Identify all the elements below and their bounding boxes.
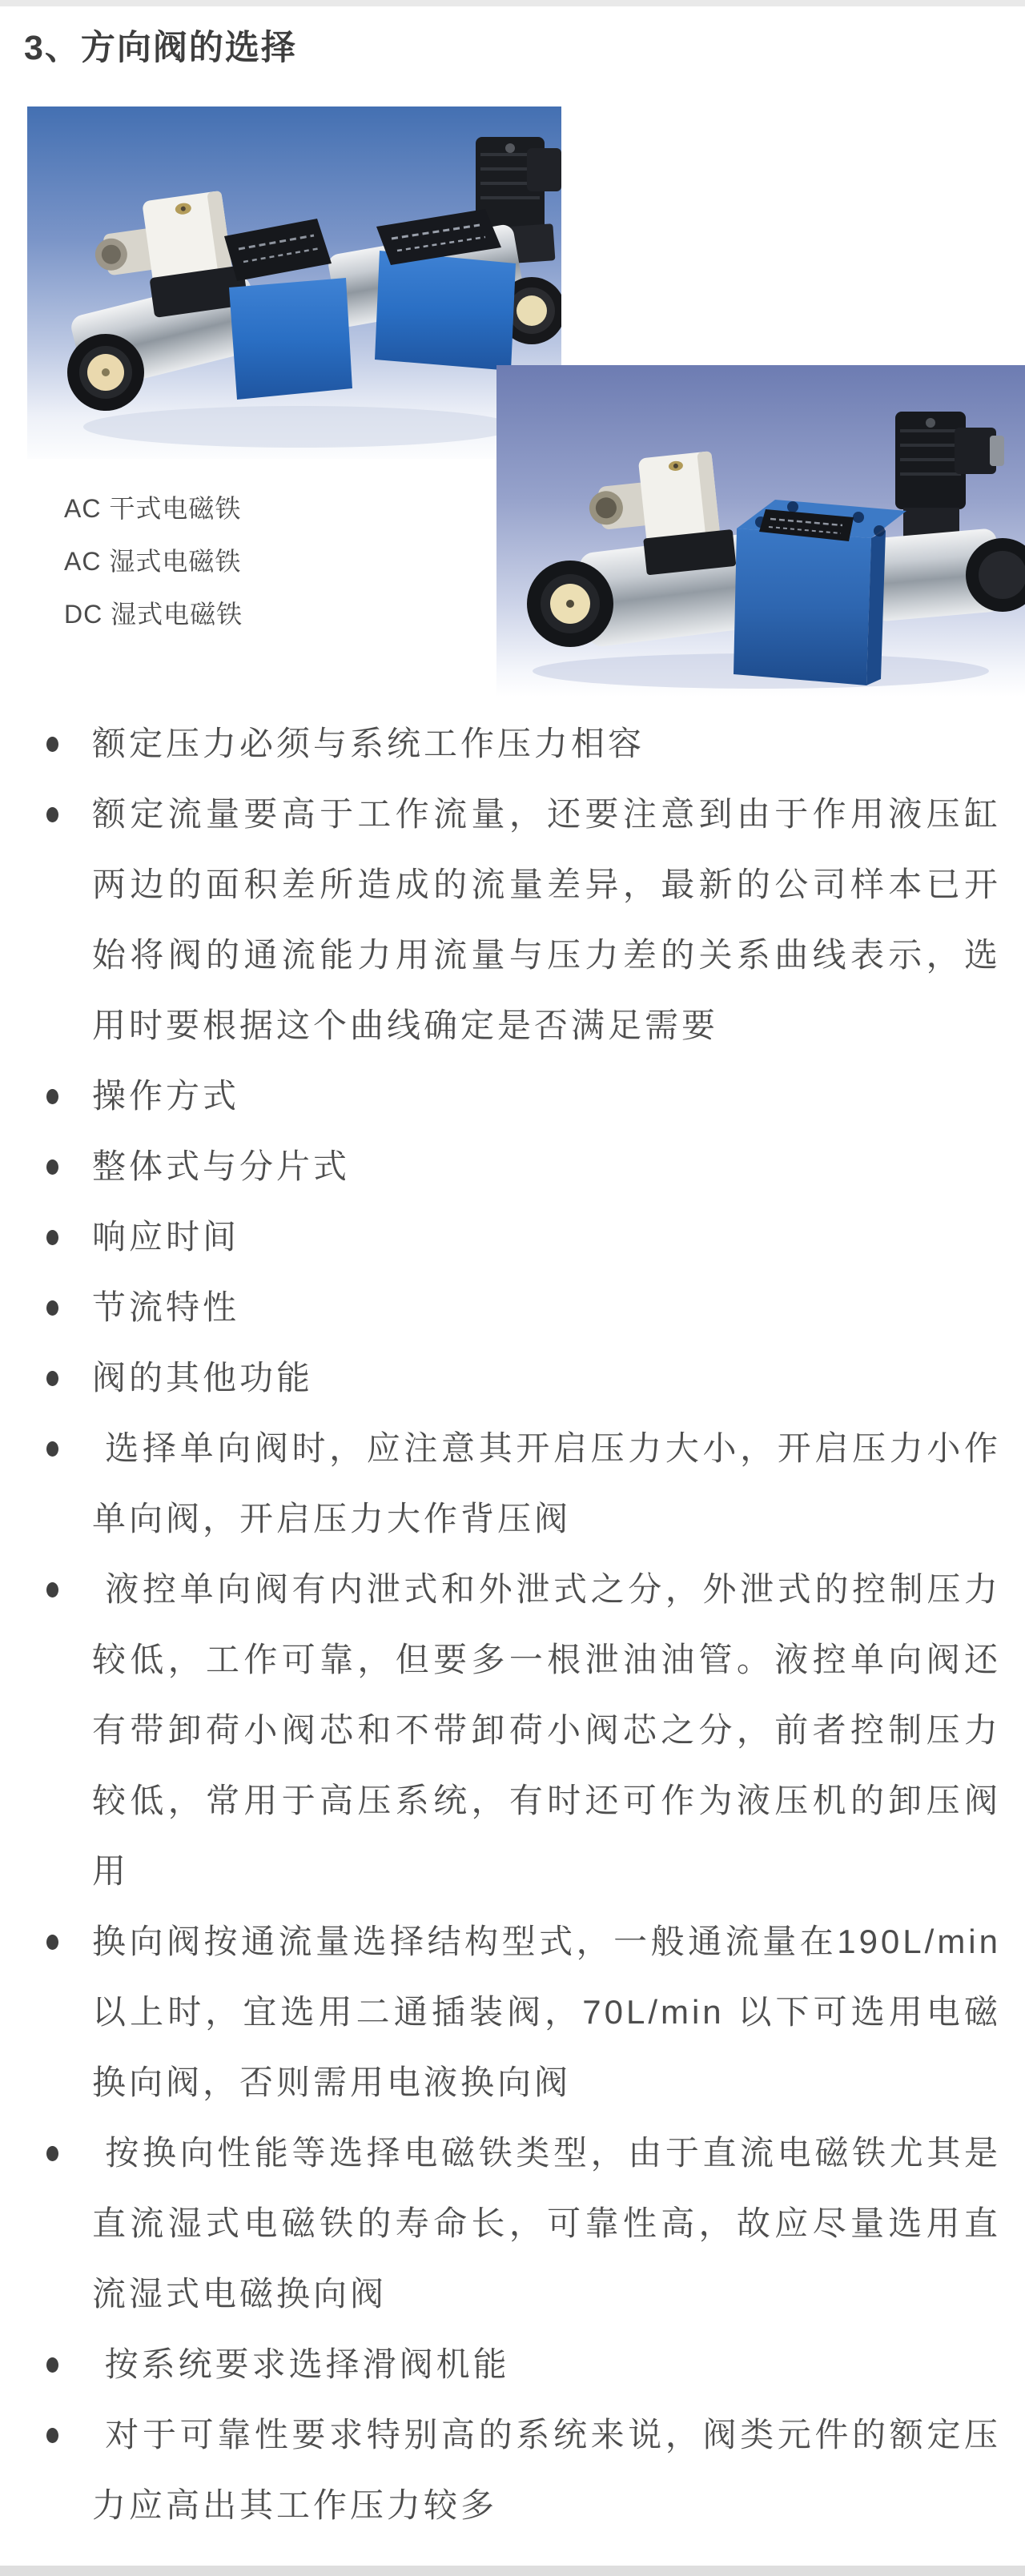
bullet-icon	[46, 2428, 58, 2443]
list-item	[42, 779, 1001, 1061]
product-photo-dual-valves	[27, 106, 561, 459]
list-item	[42, 1061, 1001, 1131]
product-photo-single-valve	[496, 365, 1025, 697]
list-item-text: 选择单向阀时，应注意其开启压力大小，开启压力小作单向阀，开启压力大作背压阀	[92, 1429, 1001, 1537]
selection-criteria-list	[42, 709, 1001, 2541]
label-dc-wet-solenoid: DC 湿式电磁铁	[64, 600, 243, 629]
list-item-text: 额定流量要高于工作流量，还要注意到由于作用液压缸两边的面积差所造成的流量差异，最新的公司样本已开始将阀的通流能力用流量与压力差的关系曲线表示，选用时要根据这个曲线确定是否满足需要	[92, 795, 1001, 1044]
list-item	[42, 2118, 1001, 2329]
list-item-text: 节流特性	[92, 1288, 240, 1326]
bullet-icon	[46, 1300, 58, 1316]
list-item	[42, 1554, 1001, 1907]
list-item	[42, 1413, 1001, 1554]
list-item-text: 整体式与分片式	[92, 1147, 351, 1185]
bullet-icon	[46, 1371, 58, 1386]
list-item-text: 液控单向阀有内泄式和外泄式之分，外泄式的控制压力较低，工作可靠，但要多一根泄油油管。液控单向阀还有带卸荷小阀芯和不带卸荷小阀芯之分，前者控制压力较低，常用于高压系统，有时还可作为液压机的卸压阀用	[92, 1570, 1001, 1890]
list-item	[42, 709, 1001, 779]
label-ac-dry-solenoid: AC 干式电磁铁	[64, 494, 242, 523]
section-title: 3、方向阀的选择	[24, 29, 297, 67]
bullet-icon	[46, 2357, 58, 2373]
dual-valve-illustration	[27, 106, 561, 459]
bullet-icon	[46, 1230, 58, 1245]
bullet-icon	[46, 807, 58, 822]
list-item	[42, 1907, 1001, 2118]
list-item-text: 换向阀按通流量选择结构型式，一般通流量在190L/min以上时，宜选用二通插装阀，70L/min 以下可选用电磁换向阀，否则需用电液换向阀	[92, 1923, 1001, 2101]
page-bottom-edge	[0, 2566, 1025, 2576]
list-item-text: 阀的其他功能	[92, 1359, 314, 1397]
bullet-icon	[46, 1089, 58, 1104]
bullet-icon	[46, 737, 58, 752]
list-item-text: 对于可靠性要求特别高的系统来说，阀类元件的额定压力应高出其工作压力较多	[92, 2416, 1001, 2524]
page-top-edge	[0, 0, 1025, 6]
list-item-text: 额定压力必须与系统工作压力相容	[92, 725, 645, 762]
bullet-icon	[46, 1582, 58, 1597]
list-item	[42, 1343, 1001, 1413]
label-ac-wet-solenoid: AC 湿式电磁铁	[64, 547, 242, 576]
list-item-text: 操作方式	[92, 1077, 240, 1115]
solenoid-type-labels	[64, 482, 243, 641]
bullet-icon	[46, 1441, 58, 1457]
bullet-icon	[46, 1159, 58, 1175]
list-item	[42, 1131, 1001, 1202]
bullet-icon	[46, 1935, 58, 1950]
list-item-text: 按系统要求选择滑阀机能	[92, 2345, 510, 2383]
list-item	[42, 2329, 1001, 2400]
list-item	[42, 2400, 1001, 2541]
list-item	[42, 1202, 1001, 1272]
list-item-text: 响应时间	[92, 1218, 240, 1256]
list-item	[42, 1272, 1001, 1343]
list-item-text: 按换向性能等选择电磁铁类型，由于直流电磁铁尤其是直流湿式电磁铁的寿命长，可靠性高，故应尽量选用直流湿式电磁换向阀	[92, 2134, 1001, 2313]
single-valve-illustration	[496, 365, 1025, 697]
bullet-icon	[46, 2146, 58, 2161]
